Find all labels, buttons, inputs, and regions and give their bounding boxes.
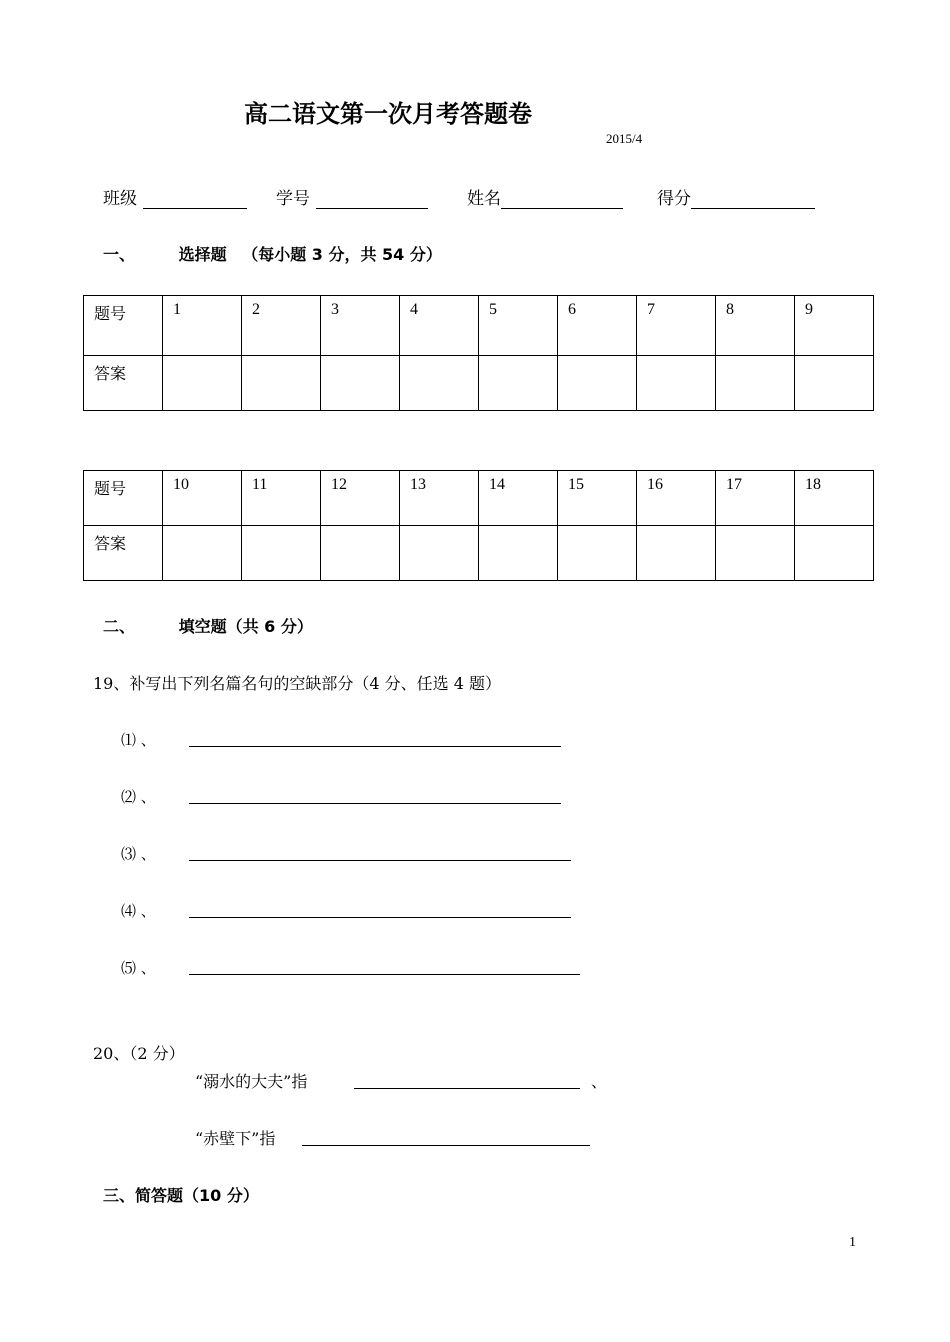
score-blank[interactable] xyxy=(691,190,815,209)
q19-answer-line-3[interactable] xyxy=(189,860,571,861)
answer-table-1 xyxy=(83,295,874,411)
q19-item-label: ⑷ 、 xyxy=(121,902,156,920)
q20-line2-label: “赤壁下”指 xyxy=(195,1129,276,1148)
student-id-label: 学号 xyxy=(276,189,310,209)
name-blank[interactable] xyxy=(501,190,623,209)
section-1-note: （每小题 3 分，共 54 分） xyxy=(242,245,442,264)
table2-question-number: 16 xyxy=(637,471,716,526)
answer-cell[interactable] xyxy=(795,526,874,581)
table2-question-number: 14 xyxy=(479,471,558,526)
q20-line1-label: “溺水的大夫”指 xyxy=(195,1072,308,1091)
section-1-number: 一、 xyxy=(103,245,136,264)
answer-cell[interactable] xyxy=(163,356,242,411)
table2-question-number: 18 xyxy=(795,471,874,526)
answer-cell[interactable] xyxy=(479,356,558,411)
table2-question-number: 12 xyxy=(321,471,400,526)
q19-item-label: ⑵ 、 xyxy=(121,788,156,806)
table-row xyxy=(84,296,874,356)
table2-question-number: 17 xyxy=(716,471,795,526)
table2-question-number: 15 xyxy=(558,471,637,526)
q19-answer-line-5[interactable] xyxy=(189,974,580,975)
answer-cell[interactable] xyxy=(637,356,716,411)
table1-row2-label: 答案 xyxy=(84,356,163,411)
name-field xyxy=(467,184,623,209)
page-title: 高二语文第一次月考答题卷 xyxy=(244,100,532,128)
table1-row1-label: 题号 xyxy=(84,296,163,356)
table2-row1-label: 题号 xyxy=(84,471,163,526)
section-1-title: 选择题 xyxy=(178,245,227,264)
table1-question-number: 1 xyxy=(163,296,242,356)
answer-cell[interactable] xyxy=(716,356,795,411)
section-2-heading xyxy=(103,614,313,637)
table-row xyxy=(84,356,874,411)
table1-question-number: 9 xyxy=(795,296,874,356)
answer-table-2 xyxy=(83,470,874,581)
section-2-title: 填空题（共 6 分） xyxy=(178,617,313,636)
section-1-heading xyxy=(103,242,442,265)
exam-date: 2015/4 xyxy=(606,131,643,146)
q20-answer-line-1[interactable] xyxy=(354,1088,580,1089)
section-3-heading: 三、简答题（10 分） xyxy=(103,1186,259,1205)
answer-cell[interactable] xyxy=(321,356,400,411)
answer-cell[interactable] xyxy=(558,526,637,581)
answer-cell[interactable] xyxy=(242,356,321,411)
table1-question-number: 4 xyxy=(400,296,479,356)
q19-item-label: ⑴ 、 xyxy=(121,731,156,749)
question-19-prompt: 19、补写出下列名篇名句的空缺部分（4 分、任选 4 题） xyxy=(93,674,501,693)
score-label: 得分 xyxy=(657,189,691,209)
table1-question-number: 8 xyxy=(716,296,795,356)
table1-question-number: 3 xyxy=(321,296,400,356)
table2-question-number: 13 xyxy=(400,471,479,526)
q20-answer-line-2[interactable] xyxy=(302,1145,590,1146)
table-row xyxy=(84,471,874,526)
class-blank[interactable] xyxy=(143,190,247,209)
table2-row2-label: 答案 xyxy=(84,526,163,581)
answer-cell[interactable] xyxy=(163,526,242,581)
q19-item-label: ⑸ 、 xyxy=(121,959,156,977)
student-id-field xyxy=(276,184,428,209)
answer-cell[interactable] xyxy=(400,356,479,411)
table1-question-number: 7 xyxy=(637,296,716,356)
table1-question-number: 2 xyxy=(242,296,321,356)
page-number: 1 xyxy=(849,1235,856,1250)
score-field xyxy=(657,184,815,209)
answer-cell[interactable] xyxy=(558,356,637,411)
answer-cell[interactable] xyxy=(400,526,479,581)
q19-answer-line-1[interactable] xyxy=(189,746,561,747)
q20-line1-suffix: 、 xyxy=(591,1072,608,1091)
table2-question-number: 11 xyxy=(242,471,321,526)
name-label: 姓名 xyxy=(467,189,501,209)
section-2-number: 二、 xyxy=(103,617,136,636)
answer-cell[interactable] xyxy=(716,526,795,581)
q19-answer-line-2[interactable] xyxy=(189,803,561,804)
question-20-prompt: 20、（2 分） xyxy=(93,1044,185,1063)
student-id-blank[interactable] xyxy=(316,190,428,209)
answer-cell[interactable] xyxy=(479,526,558,581)
table1-question-number: 6 xyxy=(558,296,637,356)
answer-cell[interactable] xyxy=(242,526,321,581)
table1-question-number: 5 xyxy=(479,296,558,356)
q19-item-label: ⑶ 、 xyxy=(121,845,156,863)
table-row xyxy=(84,526,874,581)
answer-cell[interactable] xyxy=(795,356,874,411)
q19-answer-line-4[interactable] xyxy=(189,917,571,918)
answer-cell[interactable] xyxy=(321,526,400,581)
class-label: 班级 xyxy=(103,189,137,209)
answer-cell[interactable] xyxy=(637,526,716,581)
class-field xyxy=(103,184,247,209)
table2-question-number: 10 xyxy=(163,471,242,526)
